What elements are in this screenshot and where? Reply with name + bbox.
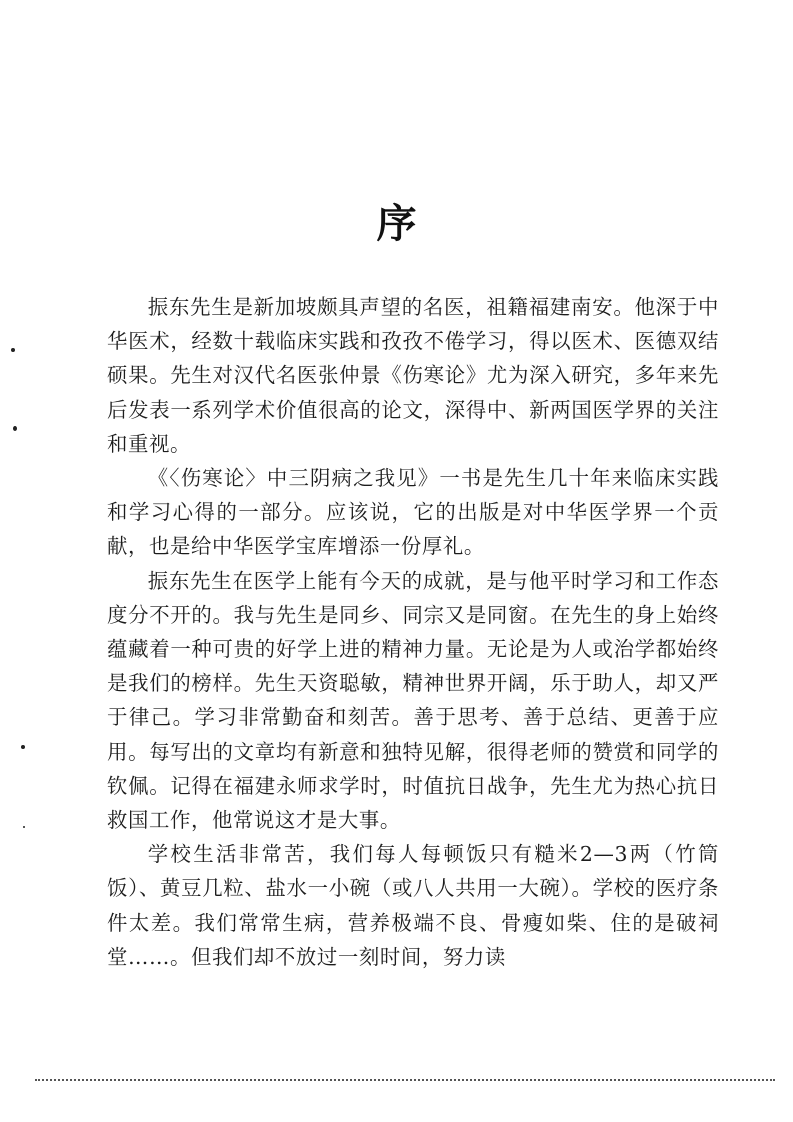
paragraph-4: 学校生活非常苦，我们每人每顿饭只有糙米2—3两（竹筒饭）、黄豆几粒、盐水一小碗（或八人共用一大碗）。学校的医疗条件太差。我们常常生病，营养极端不良、骨瘦如柴、住的是破祠堂……。但我们却不放过一刻时间，努力读 — [107, 842, 719, 969]
scan-speck — [23, 826, 25, 828]
scan-edge-line — [35, 1079, 775, 1081]
preface-body — [107, 290, 719, 974]
page-title: 序 — [376, 200, 417, 247]
scan-speck — [21, 745, 25, 749]
paragraph-1: 振东先生是新加坡颇具声望的名医，祖籍福建南安。他深于中华医术，经数十载临床实践和孜孜不倦学习，得以医术、医德双结硕果。先生对汉代名医张仲景《伤寒论》尤为深入研究，多年来先后发表一系列学术价值很高的论文，深得中、新两国医学界的关注和重视。 — [107, 295, 719, 456]
paragraph-3: 振东先生在医学上能有今天的成就，是与他平时学习和工作态度分不开的。我与先生是同乡、同宗又是同窗。在先生的身上始终蕴藏着一种可贵的好学上进的精神力量。无论是为人或治学都始终是我们的榜样。先生天资聪敏，精神世界开阔，乐于助人，却又严于律己。学习非常勤奋和刻苦。善于思考、善于总结、更善于应用。每写出的文章均有新意和独特见解，很得老师的赞赏和同学的钦佩。记得在福建永师求学时，时值抗日战争，先生尤为热心抗日救国工作，他常说这才是大事。 — [107, 568, 719, 833]
paragraph-2: 《〈伤寒论〉中三阴病之我见》一书是先生几十年来临床实践和学习心得的一部分。应该说，它的出版是对中华医学界一个贡献，也是给中华医学宝库增添一份厚礼。 — [107, 466, 719, 559]
scan-speck — [13, 426, 17, 431]
scan-speck — [11, 348, 15, 352]
